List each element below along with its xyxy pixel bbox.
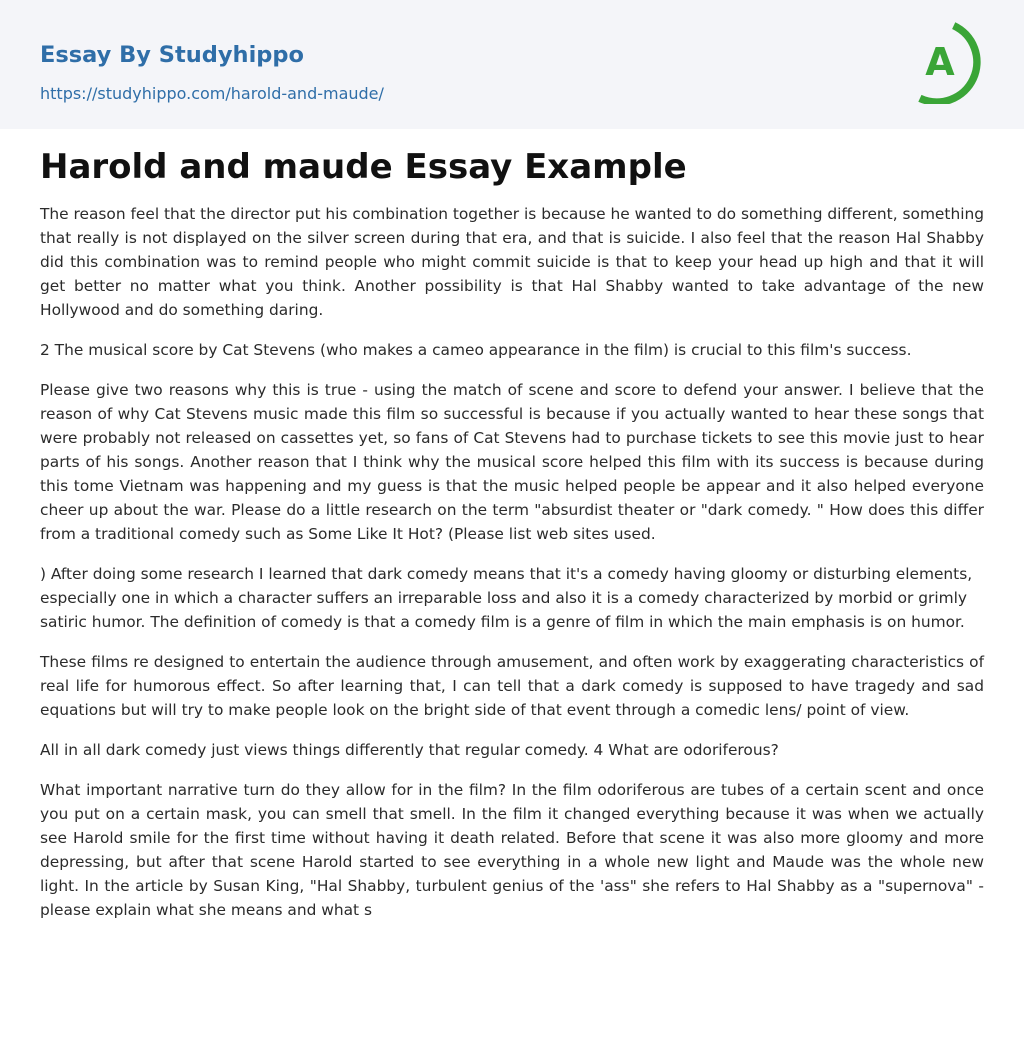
essay-paragraph-6: All in all dark comedy just views things differently that regular comedy. 4 What are odoriferous? — [40, 741, 779, 759]
studyhippo-logo-icon[interactable] — [912, 20, 986, 104]
essay-title: Harold and maude Essay Example — [40, 147, 687, 187]
page-url-link[interactable]: https://studyhippo.com/harold-and-maude/ — [40, 84, 384, 103]
essay-content — [40, 144, 984, 938]
essay-paragraph-4: ) After doing some research I learned that dark comedy means that it's a comedy having gloomy or disturbing elements, especially one in which a character suffers an irreparable loss and also it is a comedy characterized by morbid or grimly satiric humor. The definition of comedy is that a comedy film is a genre of film in which the main emphasis is on humor. — [40, 565, 973, 631]
logo-letter: A — [925, 40, 955, 84]
essay-paragraph-5: These films re designed to entertain the audience through amusement, and often work by exaggerating characteristics of real life for humorous effect. So after learning that, I can tell that a dark comedy is supposed to have tragedy and sad equations but will try to make people look on the bright side of that event through a comedic lens/ point of view. — [40, 653, 984, 719]
essay-paragraph-7: What important narrative turn do they allow for in the film? In the film odoriferous are tubes of a certain scent and once you put on a certain mask, you can smell that smell. In the film it changed everything because it was when we actually see Harold smile for the first time without having it death related. Before that scene it was also more gloomy and more depressing, but after that scene Harold started to see everything in a whole new light and Maude was the whole new light. In the article by Susan King, "Hal Shabby, turbulent genius of the 'ass" she refers to Hal Shabby as a "supernova" - please explain what she means and what s — [40, 781, 984, 919]
site-header — [0, 0, 1024, 129]
essay-body — [40, 202, 984, 922]
essay-paragraph-1: The reason feel that the director put his combination together is because he wanted to do something different, something that really is not displayed on the silver screen during that era, and that is suicide. I also feel that the reason Hal Shabby did this combination was to remind people who might commit suicide is that to keep your head up high and that it will get better no matter what you think. Another possibility is that Hal Shabby wanted to take advantage of the new Hollywood and do something daring. — [40, 205, 984, 319]
essay-paragraph-2: 2 The musical score by Cat Stevens (who makes a cameo appearance in the film) is crucial to this film's success. — [40, 341, 912, 359]
essay-paragraph-3: Please give two reasons why this is true - using the match of scene and score to defend your answer. I believe that the reason of why Cat Stevens music made this film so successful is because if you actually wanted to hear these songs that were probably not released on cassettes yet, so fans of Cat Stevens had to purchase tickets to see this movie just to hear parts of his songs. Another reason that I think why the musical score helped this film with its success is because during this tome Vietnam was happening and my guess is that the music helped people be appear and it also helped everyone cheer up about the war. Please do a little research on the term "absurdist theater or "dark comedy. " How does this differ from a traditional comedy such as Some Like It Hot? (Please list web sites used. — [40, 381, 984, 543]
site-brand[interactable]: Essay By Studyhippo — [40, 42, 304, 68]
